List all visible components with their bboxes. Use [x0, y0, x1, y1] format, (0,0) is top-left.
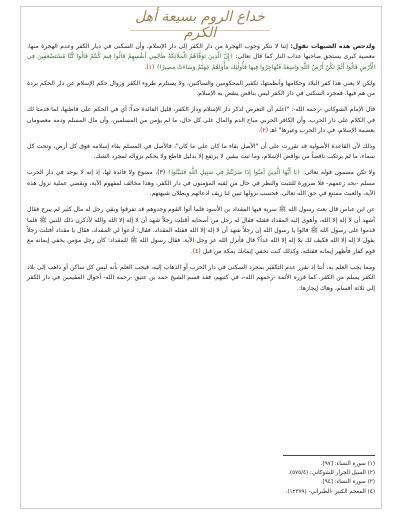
- paragraph-tail: (٣)، ممنوع ولا فائدة لها، إذ إنه لا يوجد في دار الحرب مسلم -بحد زعمهم- فلا ضرورة للتثبت والنظر في حال من لقيه المؤمنون في دار الكفر، وهذا مخالف لمفهوم الآية، وبقضي عملية نزول هذه الآية، والعبث ممتنع في حق الله تعالى، فحسب نزولها تبين لنا زيف ادعائهم وبطلان شبهتهم.: [27, 169, 375, 198]
- footnote: (١) سورة النساء: [٩٧].: [320, 461, 375, 467]
- paragraph: [27, 168, 375, 199]
- quran-verse: ﴿إِنَّ الَّذِينَ تَوَفَّاهُمُ الْمَلَائِكَةُ ظَالِمِي أَنفُسِهِمْ قَالُوا فِيمَ كُنتُمْ قَالُوا كُنَّا مُسْتَضْعَفِينَ فِي الْأَرْضِ قَالُوا أَلَمْ تَكُنْ أَرْضُ اللَّهِ وَاسِعَةً فَتُهَاجِرُوا فِيهَا فَأُولَٰئِكَ مَأْوَاهُمْ جَهَنَّمُ وَسَاءَتْ مَصِيرًا﴾: [27, 53, 375, 71]
- paragraph: [27, 142, 375, 163]
- paragraph: [27, 79, 375, 100]
- header-title: خداع الروم بسيعة أهل الكرم: [135, 9, 265, 41]
- paragraph-text: قال الإمام الشوكاني -رحمه الله-: "اعلم أن التعرض لذكر دار الإسلام ودار الكفر، قليل الفائدة جداً؛ أي في الحكم على قاطنها، لما قدمنا لك في الكلام على دار الحرب، وأن الكافر الحربي مباح الدم والمال على كل حال، ما لم يؤمن من المسلمين، وأن مال المسلم ودمه معصومان بعصمة الإسلام، في دار الحرب وغيرها" اهـ: [27, 106, 375, 135]
- footnote: (٣) سورة النساء: [٩٤].: [320, 479, 375, 486]
- paragraph: [27, 42, 375, 73]
- footnote-ref: (٢).: [258, 127, 270, 135]
- footnote: (٤) المعجم الكبير -الطبراني- (١٢٣٧٩).: [285, 488, 375, 495]
- body-text: [27, 42, 375, 300]
- running-header: [120, 2, 280, 41]
- paragraph: [27, 205, 375, 257]
- quran-verse: ﴿يَا أَيُّهَا الَّذِينَ آمَنُوا إِذَا ضَرَبْتُمْ فِي سَبِيلِ اللَّهِ فَتَبَيَّنُوا﴾: [167, 169, 301, 177]
- paragraph-lead: ولدحض هذه الشبهات نقول:: [290, 43, 375, 50]
- paragraph-text: ومما يجب العلم به، أننا إذ نقرر عدم التكفير بمجرد السكنى في دار الحرب أو الذهاب إليه، فيجب العلم بأنه ليس كل ساكن أو ذاهب إلى بلاد الكفر يسلم من الكفر، كما قرره الأئمة -رحمهم الله-، في كتبهم، فقد قسم الشيخ حمد بن عتيق -رحمه الله- أحوال المقيمين في دار الكفر إلى ثلاثة أقسام، وهاك إيجازها:: [27, 263, 375, 292]
- footnote-ref: (١).: [144, 63, 157, 71]
- footnote-divider: [283, 455, 375, 456]
- paragraph-text: ولا تكن مضمون قوله تعالى:: [300, 169, 376, 177]
- paragraph: [27, 263, 375, 294]
- footnotes: [27, 455, 375, 497]
- paragraph-text: إننا لا ننكر وجوب الهجرة من دار الكفر إلى دار الإسلام، وأن السكنى في ديار الكفر وعدم الهجرة منها، معصية كبرى يستحق صاحبها عذاب النار كما قال تعالى:: [27, 43, 375, 61]
- paragraph-text: ولكن لا يعني هذا كفر البلاد وحكامها وأنظمتها، تكفير المحكومين والساكنين، ولا يستلزم طروء الكفر وزوال حكم الإسلام عن دار الحكم بردة من هم فيها، فمجرد السكنى في دار الكفر ليس بناقض ينقض به الإسلام.: [27, 79, 375, 98]
- footnote-ref: (٤).: [190, 247, 203, 255]
- paragraph-text: عن ابن عباس قال بعث رسول الله ﷺ سرية فيها المقداد بن الأسود فلما أتوا القوم وجدوهم قد تفرقوا وبقي رجل له مال كثير لم يبرح فقال أشهد أن لا إله إلا الله، وأهوى إليه المقداد فقتله فقال له رجل من أصحابه أقتلت رجلاً شهد أن لا إله إلا الله والله لأذكرن ذلك للنبي ﷺ فلما قدموا على رسول الله ﷺ قالوا يا رسول الله إن رجلاً شهد أن لا إله إلا الله فقتله المقداد، فقال: أدعوا لي المقداد، فقال يا مقداد أقتلت رجلاً يقول لا إله إلا الله فكيف لك بلا إله إلا الله غداً؟ قال فأنزل الله عز وجل الآية. فقال رسول الله ﷺ للمقداد: كان رجل مؤمن يخفي إيمانه مع قوم كفار فأظهر إيمانه فقتلته، وكذلك كنت تخفي إيمانك بمكة من قبل: [27, 206, 375, 255]
- footnote: (٢) السيل الجرار للشوكاني: (٥٧٥/٤).: [288, 470, 375, 477]
- paragraph: [27, 105, 375, 136]
- paragraph-text: وذلك لأن القاعدة الأصولية قد تقررت على أن "الأصل بقاء ما كان على ما كان"، فالأصل في المسلم بقاء إسلامه فوق كل أرض، وتحت كل سماء، ما لم يرتكب ناقضاً من نواقض الإسلام، وما ثبت بيقين لا يرتفع إلا بدليل قاطع ولا يحكم بزواله لمجرد الشك.: [27, 143, 375, 161]
